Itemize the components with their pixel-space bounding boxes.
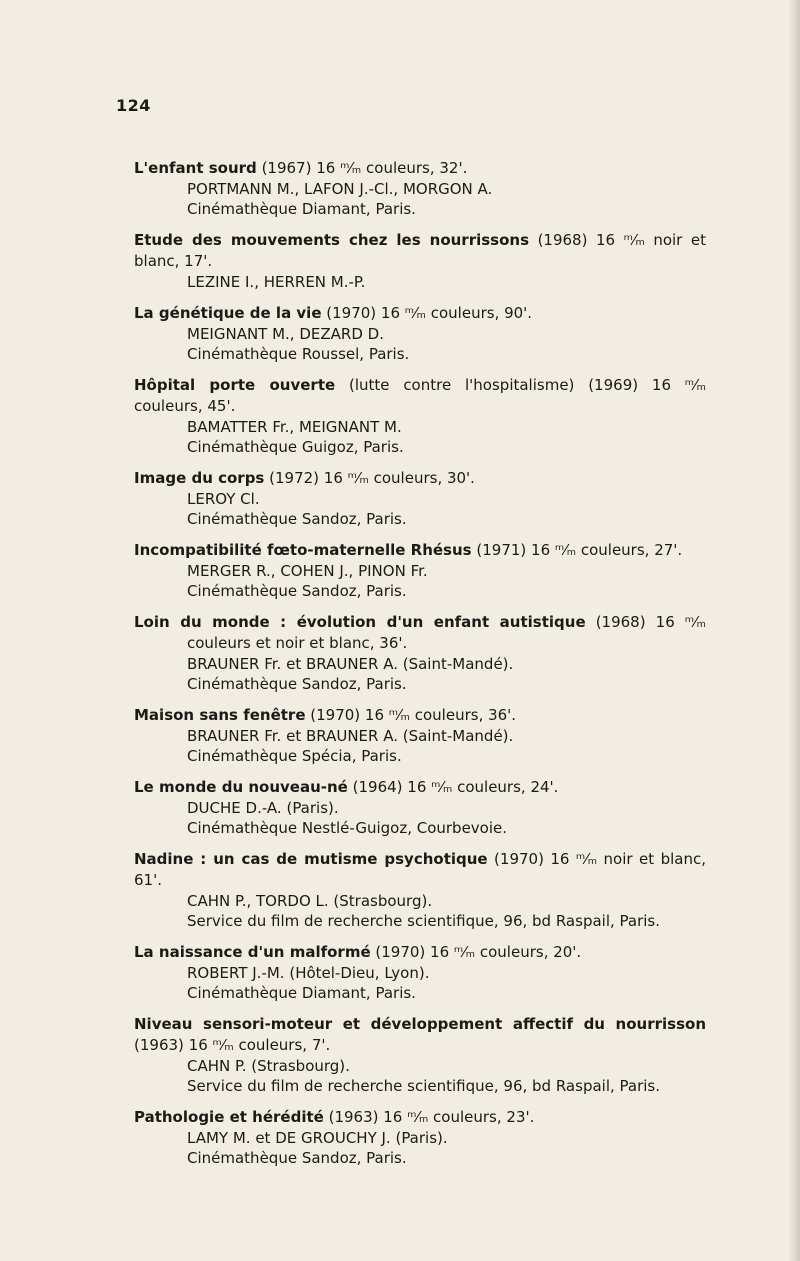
film-authors: CAHN P. (Strasbourg).	[187, 1057, 350, 1075]
entry-heading	[134, 612, 706, 654]
film-title: Loin du monde : évolution d'un enfant autistique	[134, 613, 586, 631]
film-details: (1963) 16 ᵐ⁄ₘ couleurs, 7'.	[134, 1036, 331, 1054]
film-title: Image du corps	[134, 469, 265, 487]
film-authors: LEROY Cl.	[187, 490, 260, 508]
film-entry	[134, 777, 706, 838]
entry-heading	[134, 1014, 706, 1056]
film-title: La génétique de la vie	[134, 304, 322, 322]
film-details: (1970) 16 ᵐ⁄ₘ couleurs, 36'.	[310, 706, 517, 724]
film-authors: PORTMANN M., LAFON J.-Cl., MORGON A.	[187, 180, 493, 198]
film-entry	[134, 849, 706, 931]
film-entry	[134, 230, 706, 292]
film-source: Cinémathèque Diamant, Paris.	[187, 984, 416, 1002]
film-title: Nadine : un cas de mutisme psychotique	[134, 850, 488, 868]
film-source: Service du film de recherche scientifique, 96, bd Raspail, Paris.	[187, 912, 661, 930]
film-entry	[134, 705, 706, 766]
film-details: (1970) 16 ᵐ⁄ₘ couleurs, 90'.	[326, 304, 533, 322]
film-entry	[134, 1014, 706, 1096]
film-source: Cinémathèque Spécia, Paris.	[187, 747, 402, 765]
film-source: Cinémathèque Sandoz, Paris.	[187, 675, 407, 693]
film-details: (1972) 16 ᵐ⁄ₘ couleurs, 30'.	[269, 469, 475, 487]
film-details: (1970) 16 ᵐ⁄ₘ couleurs, 20'.	[375, 943, 582, 961]
entry-heading	[134, 849, 706, 891]
film-details: (1964) 16 ᵐ⁄ₘ couleurs, 24'.	[352, 778, 559, 796]
entry-heading	[134, 303, 706, 324]
film-entry	[134, 158, 706, 219]
film-entry	[134, 375, 706, 457]
entry-heading	[134, 1107, 706, 1128]
film-source: Cinémathèque Nestlé-Guigoz, Courbevoie.	[187, 819, 508, 837]
film-entry	[134, 612, 706, 694]
film-title: Hôpital porte ouverte	[134, 376, 336, 394]
film-authors: MEIGNANT M., DEZARD D.	[187, 325, 384, 343]
film-title: Pathologie et hérédité	[134, 1108, 324, 1126]
film-title: L'enfant sourd	[134, 159, 257, 177]
film-details: (lutte contre l'hospitalisme) (1969) 16 ᵐ⁄ₘ couleurs, 45'.	[134, 376, 706, 415]
film-source: Cinémathèque Roussel, Paris.	[187, 345, 410, 363]
film-authors: ROBERT J.-M. (Hôtel-Dieu, Lyon).	[187, 964, 430, 982]
film-title: Niveau sensori-moteur et développement affectif du nourrisson	[134, 1015, 706, 1033]
film-authors: CAHN P., TORDO L. (Strasbourg).	[187, 892, 433, 910]
film-title: Etude des mouvements chez les nourrissons	[134, 231, 530, 249]
page-number: 124	[116, 96, 151, 115]
film-title: La naissance d'un malformé	[134, 943, 371, 961]
entry-heading	[134, 230, 706, 272]
film-authors: DUCHE D.-A. (Paris).	[187, 799, 339, 817]
film-details: (1971) 16 ᵐ⁄ₘ couleurs, 27'.	[476, 541, 683, 559]
film-authors: BRAUNER Fr. et BRAUNER A. (Saint-Mandé).	[187, 727, 514, 745]
entry-heading	[134, 375, 706, 417]
film-authors: LEZINE I., HERREN M.-P.	[187, 273, 366, 291]
film-authors: BRAUNER Fr. et BRAUNER A. (Saint-Mandé).	[187, 655, 514, 673]
film-source: Service du film de recherche scientifique, 96, bd Raspail, Paris.	[187, 1077, 661, 1095]
film-authors: MERGER R., COHEN J., PINON Fr.	[187, 562, 428, 580]
film-entry	[134, 303, 706, 364]
entry-heading	[134, 158, 706, 179]
film-details: (1967) 16 ᵐ⁄ₘ couleurs, 32'.	[261, 159, 468, 177]
entry-heading	[134, 705, 706, 726]
film-source: Cinémathèque Diamant, Paris.	[187, 200, 416, 218]
page-edge-shadow	[788, 0, 800, 1261]
film-details: (1968) 16 ᵐ⁄ₘ noir et blanc, 17'.	[134, 231, 706, 270]
film-list	[134, 158, 706, 1179]
film-entry	[134, 1107, 706, 1168]
film-details: (1968) 16 ᵐ⁄ₘ couleurs et noir et blanc, 36'.	[187, 613, 706, 652]
film-details: (1970) 16 ᵐ⁄ₘ noir et blanc, 61'.	[134, 850, 706, 889]
film-source: Cinémathèque Sandoz, Paris.	[187, 510, 407, 528]
film-title: Le monde du nouveau-né	[134, 778, 348, 796]
film-source: Cinémathèque Guigoz, Paris.	[187, 438, 404, 456]
film-authors: BAMATTER Fr., MEIGNANT M.	[187, 418, 402, 436]
film-title: Maison sans fenêtre	[134, 706, 306, 724]
entry-heading	[134, 942, 706, 963]
film-authors: LAMY M. et DE GROUCHY J. (Paris).	[187, 1129, 448, 1147]
film-details: (1963) 16 ᵐ⁄ₘ couleurs, 23'.	[328, 1108, 535, 1126]
film-source: Cinémathèque Sandoz, Paris.	[187, 1149, 407, 1167]
film-title: Incompatibilité fœto-maternelle Rhésus	[134, 541, 472, 559]
film-source: Cinémathèque Sandoz, Paris.	[187, 582, 407, 600]
film-entry	[134, 942, 706, 1003]
entry-heading	[134, 468, 706, 489]
entry-heading	[134, 540, 706, 561]
film-entry	[134, 468, 706, 529]
entry-heading	[134, 777, 706, 798]
film-entry	[134, 540, 706, 601]
